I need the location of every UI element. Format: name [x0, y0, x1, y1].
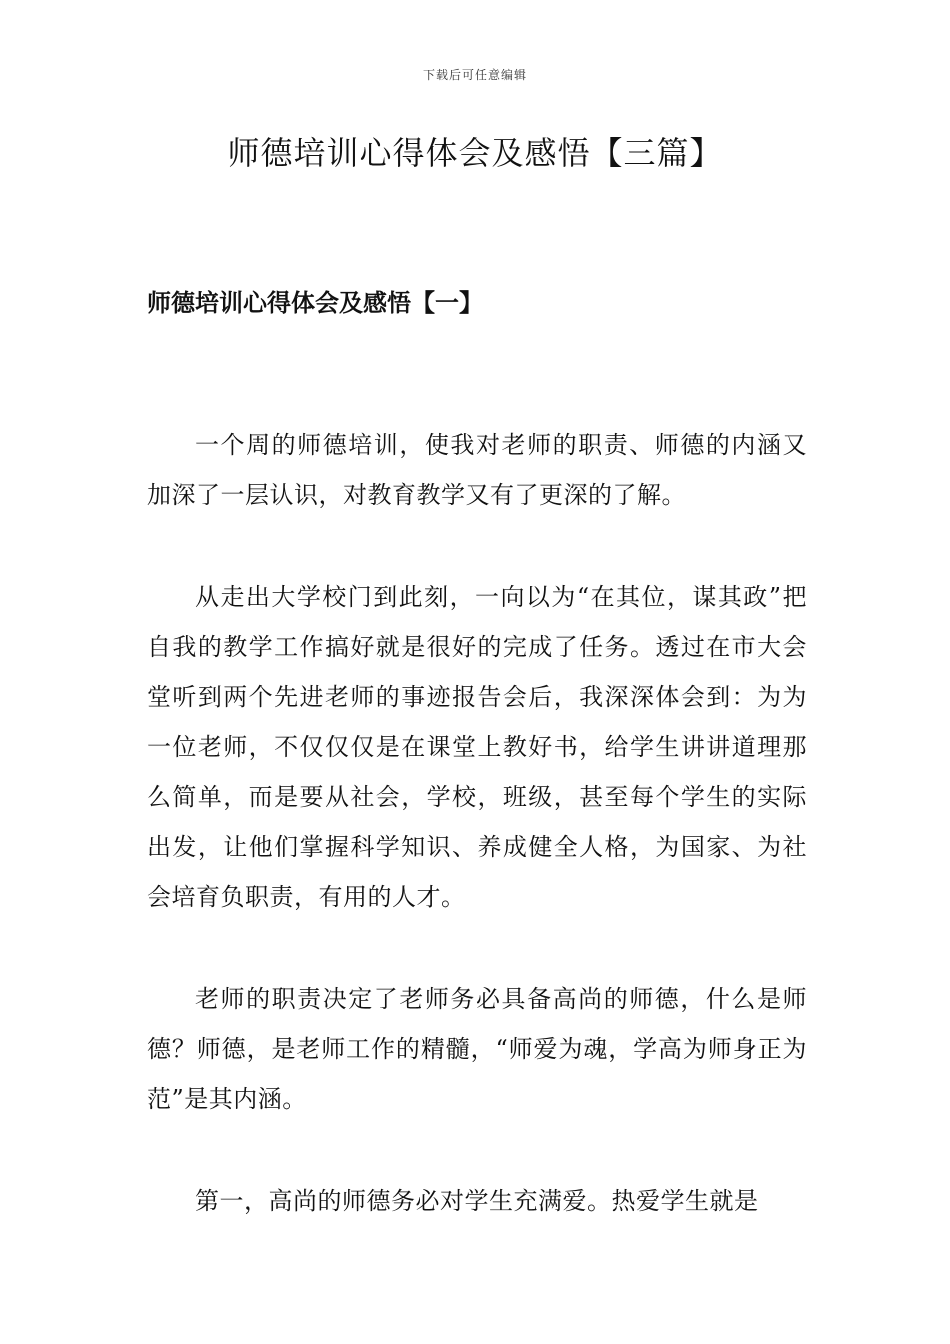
paragraph-3: 老师的职责决定了老师务必具备高尚的师德，什么是师德？师德，是老师工作的精髓，“师爱为魂，学高为师身正为范”是其内涵。 [147, 985, 807, 1113]
paragraph-4: 第一，高尚的师德务必对学生充满爱。热爱学生就是 [195, 1187, 759, 1215]
document-title: 师德培训心得体会及感悟【三篇】 [227, 134, 723, 172]
header-note: 下载后可任意编辑 [422, 68, 527, 82]
paragraph-2: 从走出大学校门到此刻，一向以为“在其位，谋其政”把自我的教学工作搞好就是很好的完成了任务。透过在市大会堂听到两个先进老师的事迹报告会后，我深深体会到：为为一位老师，不仅仅仅是在课堂上教好书，给学生讲讲道理那么简单，而是要从社会，学校，班级，甚至每个学生的实际出发，让他们掌握科学知识、养成健全人格，为国家、为社会培育负职责，有用的人才。 [147, 583, 807, 911]
document-body [147, 420, 807, 1278]
paragraph-1: 一个周的师德培训，使我对老师的职责、师德的内涵又加深了一层认识，对教育教学又有了更深的了解。 [147, 431, 807, 509]
section-heading: 师德培训心得体会及感悟【一】 [147, 288, 483, 317]
